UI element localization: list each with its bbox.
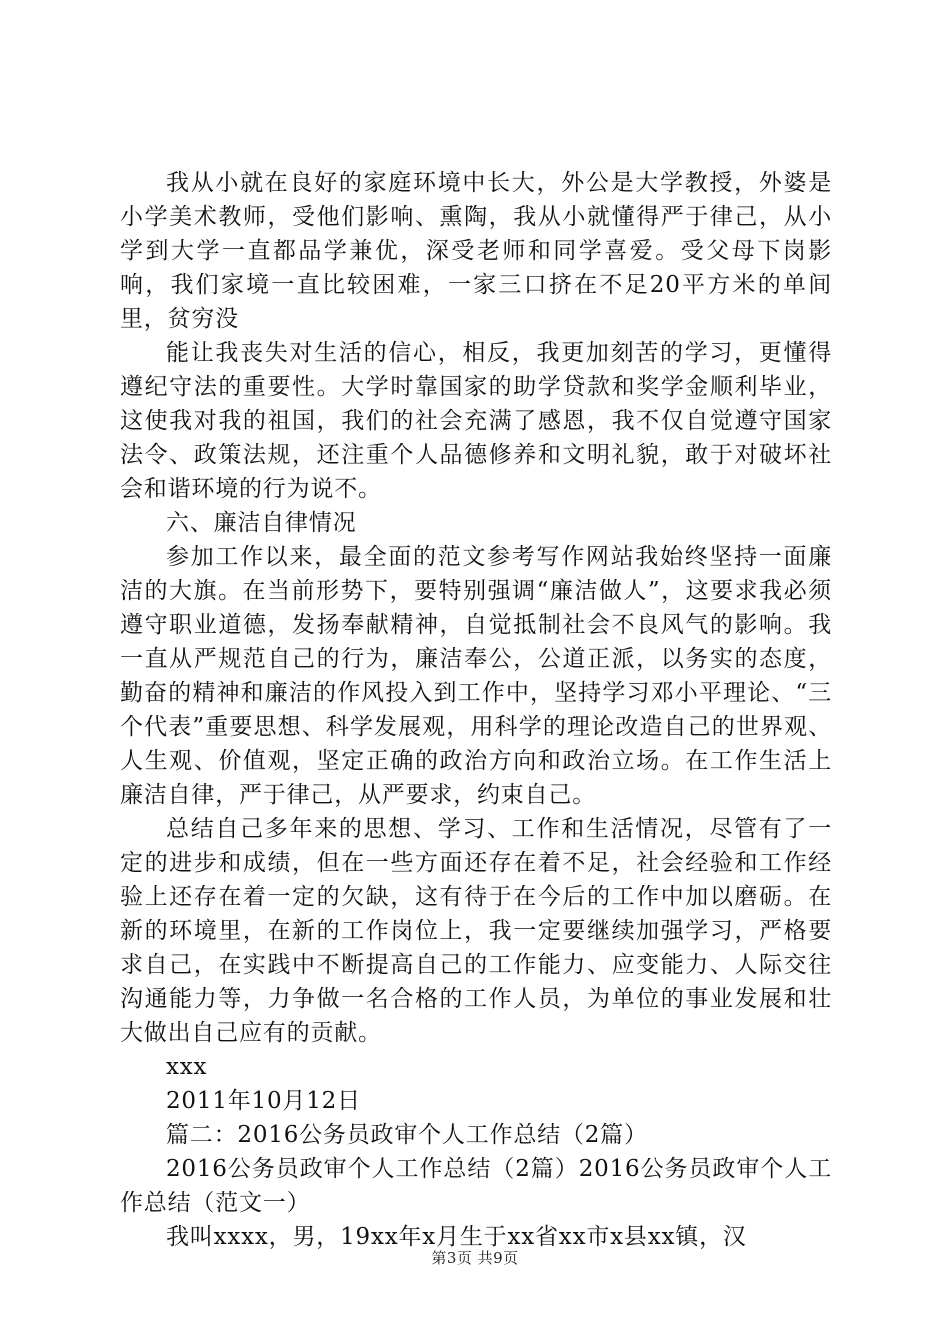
signature-date: 2011年10月12日 xyxy=(166,1088,361,1114)
paragraph-family-background: 我从小就在良好的家庭环境中长大，外公是大学教授，外婆是小学美术教师，受他们影响、熏陶，我从小就懂得严于律己，从小学到大学一直都品学兼优，深受老师和同学喜爱。受父母下岗影响，我们家境一直比较困难，一家三口挤在不足20平方米的单间里，贫穷没 xyxy=(120,170,832,332)
document-body xyxy=(120,166,832,1254)
page-number: 第3页 共9页 xyxy=(431,1249,519,1267)
section-heading-integrity: 六、廉洁自律情况 xyxy=(166,510,357,536)
paragraph-study-and-law: 能让我丧失对生活的信心，相反，我更加刻苦的学习，更懂得遵纪守法的重要性。大学时靠国家的助学贷款和奖学金顺利毕业，这使我对我的祖国，我们的社会充满了感恩，我不仅自觉遵守国家法令、政策法规，还注重个人品德修养和文明礼貌，敢于对破坏社会和谐环境的行为说不。 xyxy=(120,340,832,502)
paragraph-self-introduction: 我叫xxxx，男，19xx年x月生于xx省xx市x县xx镇，汉 xyxy=(166,1224,747,1250)
chapter-two-title: 2016公务员政审个人工作总结（2篇）2016公务员政审个人工作总结（范文一） xyxy=(120,1156,832,1216)
paragraph-summary: 总结自己多年来的思想、学习、工作和生活情况，尽管有了一定的进步和成绩，但在一些方面还存在着不足，社会经验和工作经验上还存在着一定的欠缺，这有待于在今后的工作中加以磨砺。在新的环境里，在新的工作岗位上，我一定要继续加强学习，严格要求自己，在实践中不断提高自己的工作能力、应变能力、人际交往沟通能力等，力争做一名合格的工作人员，为单位的事业发展和壮大做出自己应有的贡献。 xyxy=(120,816,832,1046)
chapter-two-heading: 篇二：2016公务员政审个人工作总结（2篇） xyxy=(166,1122,648,1148)
signature-name: xxx xyxy=(166,1054,208,1080)
paragraph-integrity: 参加工作以来，最全面的范文参考写作网站我始终坚持一面廉洁的大旗。在当前形势下，要特别强调“廉洁做人”，这要求我必须遵守职业道德，发扬奉献精神，自觉抵制社会不良风气的影响。我一直从严规范自己的行为，廉洁奉公，公道正派，以务实的态度，勤奋的精神和廉洁的作风投入到工作中，坚持学习邓小平理论、“三个代表”重要思想、科学发展观，用科学的理论改造自己的世界观、人生观、价值观，坚定正确的政治方向和政治立场。在工作生活上廉洁自律，严于律己，从严要求，约束自己。 xyxy=(120,544,832,808)
